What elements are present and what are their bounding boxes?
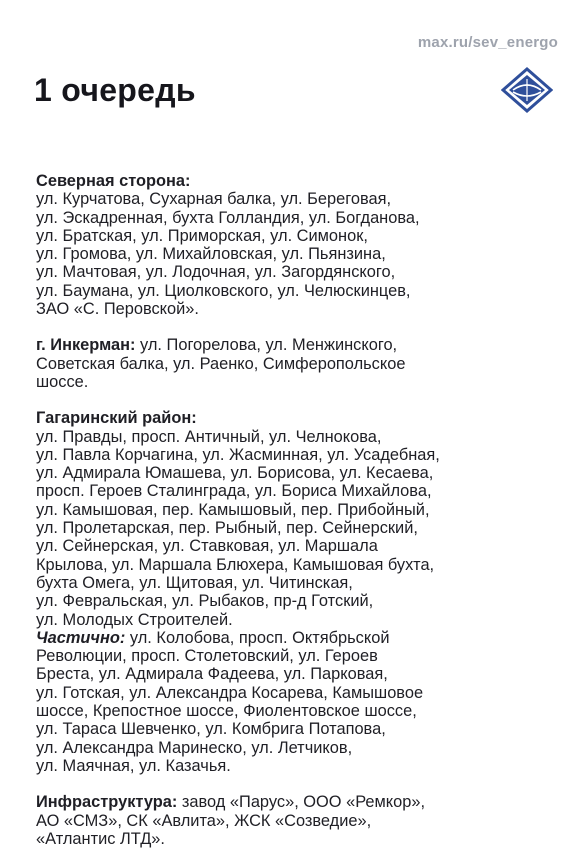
outage-list bbox=[36, 172, 562, 866]
page-title: 1 очередь bbox=[34, 72, 196, 108]
address-line: Бреста, ул. Адмирала Фадеева, ул. Парковая, bbox=[36, 665, 388, 684]
address-text: завод «Парус», ООО «Ремкор», bbox=[177, 793, 426, 812]
address-line: Советская балка, ул. Раенко, Симферопольское bbox=[36, 354, 406, 373]
sevenergo-logo-icon bbox=[501, 67, 553, 113]
section-heading: г. Инкерман: bbox=[36, 336, 136, 355]
address-line bbox=[36, 629, 562, 647]
address-line: ул. Февральская, ул. Рыбаков, пр-д Готский, bbox=[36, 592, 374, 611]
address-line: ул. Мачтовая, ул. Лодочная, ул. Загордянского, bbox=[36, 263, 396, 282]
address-line bbox=[36, 793, 562, 811]
address-line: Революции, просп. Столетовский, ул. Героев bbox=[36, 647, 378, 666]
address-line: ул. Павла Корчагина, ул. Жасминная, ул. Усадебная, bbox=[36, 445, 440, 464]
address-line bbox=[36, 336, 562, 354]
address-line: ул. Тараса Шевченко, ул. Комбрига Потапова, bbox=[36, 720, 386, 739]
address-line: ул. Готская, ул. Александра Косарева, Камышовое bbox=[36, 683, 424, 702]
section-heading: Инфраструктура: bbox=[36, 793, 178, 812]
section-gagarinsky bbox=[36, 409, 562, 775]
address-line: «Атлантис ЛТД». bbox=[36, 829, 165, 848]
address-line: шоссе, Крепостное шоссе, Фиолентовское шоссе, bbox=[36, 702, 417, 721]
address-line: ул. Пролетарская, пер. Рыбный, пер. Сейнерский, bbox=[36, 519, 418, 538]
address-line: ул. Братская, ул. Приморская, ул. Симонок, bbox=[36, 226, 368, 245]
section-north bbox=[36, 172, 562, 318]
address-line: ул. Сейнерская, ул. Ставковая, ул. Маршала bbox=[36, 537, 378, 556]
address-line: ул. Правды, просп. Античный, ул. Челнокова, bbox=[36, 427, 382, 446]
address-line: Крылова, ул. Маршала Блюхера, Камышовая бухта, bbox=[36, 555, 435, 574]
address-line: бухта Омега, ул. Щитовая, ул. Читинская, bbox=[36, 573, 353, 592]
source-link[interactable]: max.ru/sev_energo bbox=[417, 34, 558, 51]
address-line: ул. Эскадренная, бухта Голландия, ул. Богданова, bbox=[36, 208, 420, 227]
address-line: шоссе. bbox=[36, 372, 89, 391]
address-text: ул. Погорелова, ул. Менжинского, bbox=[135, 336, 398, 355]
address-line: ул. Александра Маринеско, ул. Летчиков, bbox=[36, 738, 353, 757]
address-line: просп. Героев Сталинграда, ул. Бориса Михайлова, bbox=[36, 482, 432, 501]
address-line: ЗАО «С. Перовской». bbox=[36, 300, 199, 319]
address-line: АО «СМЗ», СК «Авлита», ЖСК «Созведие», bbox=[36, 811, 372, 830]
section-inkerman bbox=[36, 336, 562, 391]
address-line: ул. Молодых Строителей. bbox=[36, 610, 233, 629]
address-line: ул. Баумана, ул. Циолковского, ул. Челюскинцев, bbox=[36, 281, 411, 300]
section-heading: Северная сторона: bbox=[36, 172, 191, 190]
address-line: ул. Камышовая, пер. Камышовый, пер. Прибойный, bbox=[36, 500, 430, 519]
address-line: ул. Адмирала Юмашева, ул. Борисова, ул. Кесаева, bbox=[36, 464, 434, 483]
section-heading: Гагаринский район: bbox=[36, 409, 197, 428]
address-line: ул. Громова, ул. Михайловская, ул. Пьянзина, bbox=[36, 245, 386, 264]
address-text: ул. Колобова, просп. Октябрьской bbox=[125, 628, 390, 647]
address-line: ул. Маячная, ул. Казачья. bbox=[36, 756, 231, 775]
partial-heading: Частично: bbox=[36, 628, 126, 647]
section-infrastructure bbox=[36, 793, 562, 848]
address-line: ул. Курчатова, Сухарная балка, ул. Береговая, bbox=[36, 190, 392, 209]
